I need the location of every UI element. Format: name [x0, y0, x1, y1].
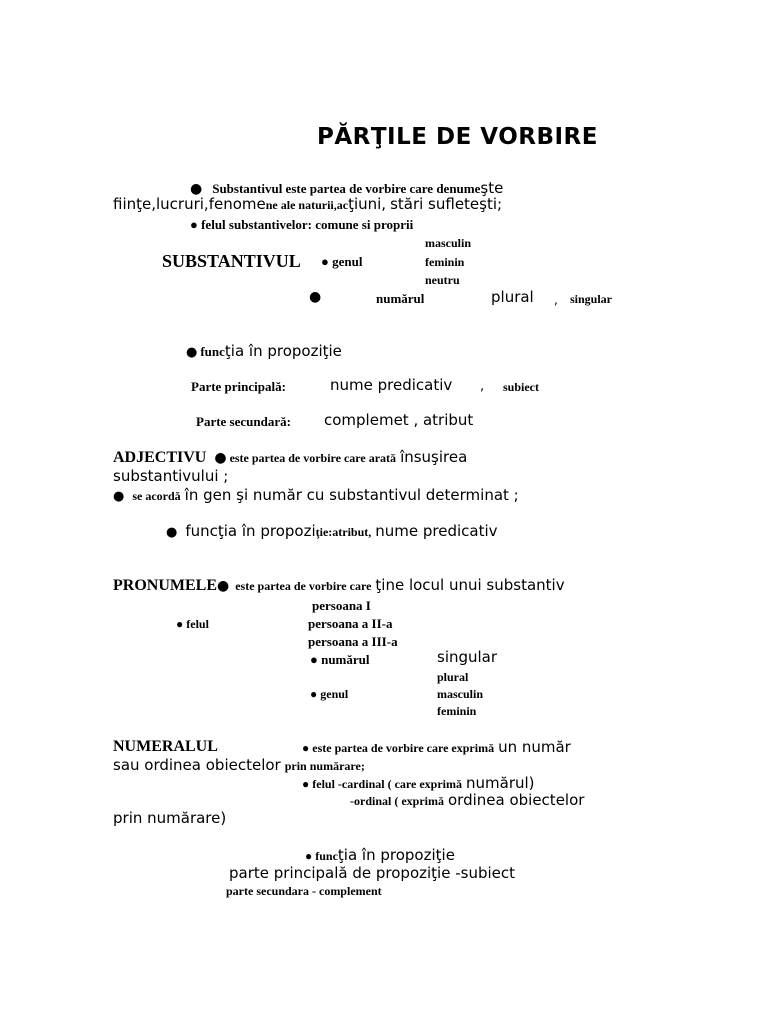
bullet: ● [113, 489, 125, 504]
numar-singular: singular [570, 292, 613, 306]
bullet: ● [186, 345, 198, 360]
adjectiv-definition-line1: ADJECTIVU ● este partea de vorbire care arată însuşirea [113, 448, 468, 466]
parte-principala-nume-predicativ: nume predicativ [330, 376, 453, 394]
comma: , [480, 379, 485, 394]
persoana-1: persoana I [312, 598, 371, 613]
comma: , [554, 293, 558, 307]
numeral-felul-cardinal: ● felul -cardinal ( care exprimă numărul) [302, 774, 535, 792]
pronume-felul: ● felul [176, 617, 209, 631]
numar-plural: plural [491, 288, 534, 306]
persoana-3: persoana a III-a [308, 634, 398, 649]
adjectiv-definition-line2: substantivului ; [113, 467, 229, 485]
genul-label: ● genul [321, 254, 363, 269]
numarul-label: numărul [376, 291, 425, 306]
pronume-genul: ● genul [310, 687, 349, 701]
numeral-definition-line1: ● este partea de vorbire care exprimă un număr [302, 738, 571, 756]
substantiv-definition-line2: fiinţe,lucruri,fenomene ale naturii,acţiuni, stări sufleteşti; [113, 195, 503, 213]
gen-neutru: neutru [425, 273, 460, 287]
substantiv-definition-line1: ● Substantivul este partea de vorbire care denumeşte [190, 179, 504, 197]
parte-secundara-label: Parte secundară: [196, 414, 291, 429]
pronume-feminin: feminin [437, 704, 477, 718]
pronume-definition: PRONUMELE● este partea de vorbire care ţine locul unui substantiv [113, 576, 565, 594]
pronume-masculin: masculin [437, 687, 484, 701]
numeral-ordinal-continued: prin numărare) [113, 809, 227, 827]
numeral-felul-ordinal: -ordinal ( exprimă ordinea obiectelor [350, 791, 585, 809]
pronume-plural: plural [437, 670, 469, 684]
substantiv-felul: ● felul substantivelor: comune si proprii [190, 217, 414, 232]
gen-feminin: feminin [425, 255, 465, 269]
bullet: ● [166, 525, 178, 540]
adjectiv-functia: ● funcţia în propoziţie:atribut, nume predicativ [166, 522, 498, 540]
heading-substantivul: SUBSTANTIVUL [162, 251, 301, 271]
heading-pronumele: PRONUMELE [113, 577, 217, 594]
numeral-parte-secundara: parte secundara - complement [226, 884, 382, 898]
numeral-definition-line2: sau ordinea obiectelor prin numărare; [113, 756, 365, 774]
parte-secundara-values: complemet , atribut [324, 411, 474, 429]
numeral-functia: ● funcţia în propoziţie [305, 846, 455, 864]
pronume-singular: singular [437, 648, 498, 666]
bullet: ● [214, 450, 227, 466]
heading-numeralul: NUMERALUL [113, 738, 218, 755]
parte-principala-subiect: subiect [503, 380, 539, 394]
bullet: ● [217, 578, 230, 594]
bullet: ● [190, 181, 203, 197]
heading-adjectivu: ADJECTIVU [113, 449, 207, 466]
persoana-2: persoana a II-a [308, 616, 393, 631]
pronume-numarul: ● numărul [310, 652, 370, 667]
page-title: PĂRŢILE DE VORBIRE [317, 124, 598, 150]
substantiv-functia: ● funcţia în propoziţie [186, 342, 342, 360]
bullet: ● [309, 289, 322, 305]
parte-principala-label: Parte principală: [191, 379, 286, 394]
gen-masculin: masculin [425, 236, 472, 250]
adjectiv-acord: ● se acordă în gen şi număr cu substantivul determinat ; [113, 486, 519, 504]
numeral-parte-principala: parte principală de propoziţie -subiect [229, 864, 515, 882]
